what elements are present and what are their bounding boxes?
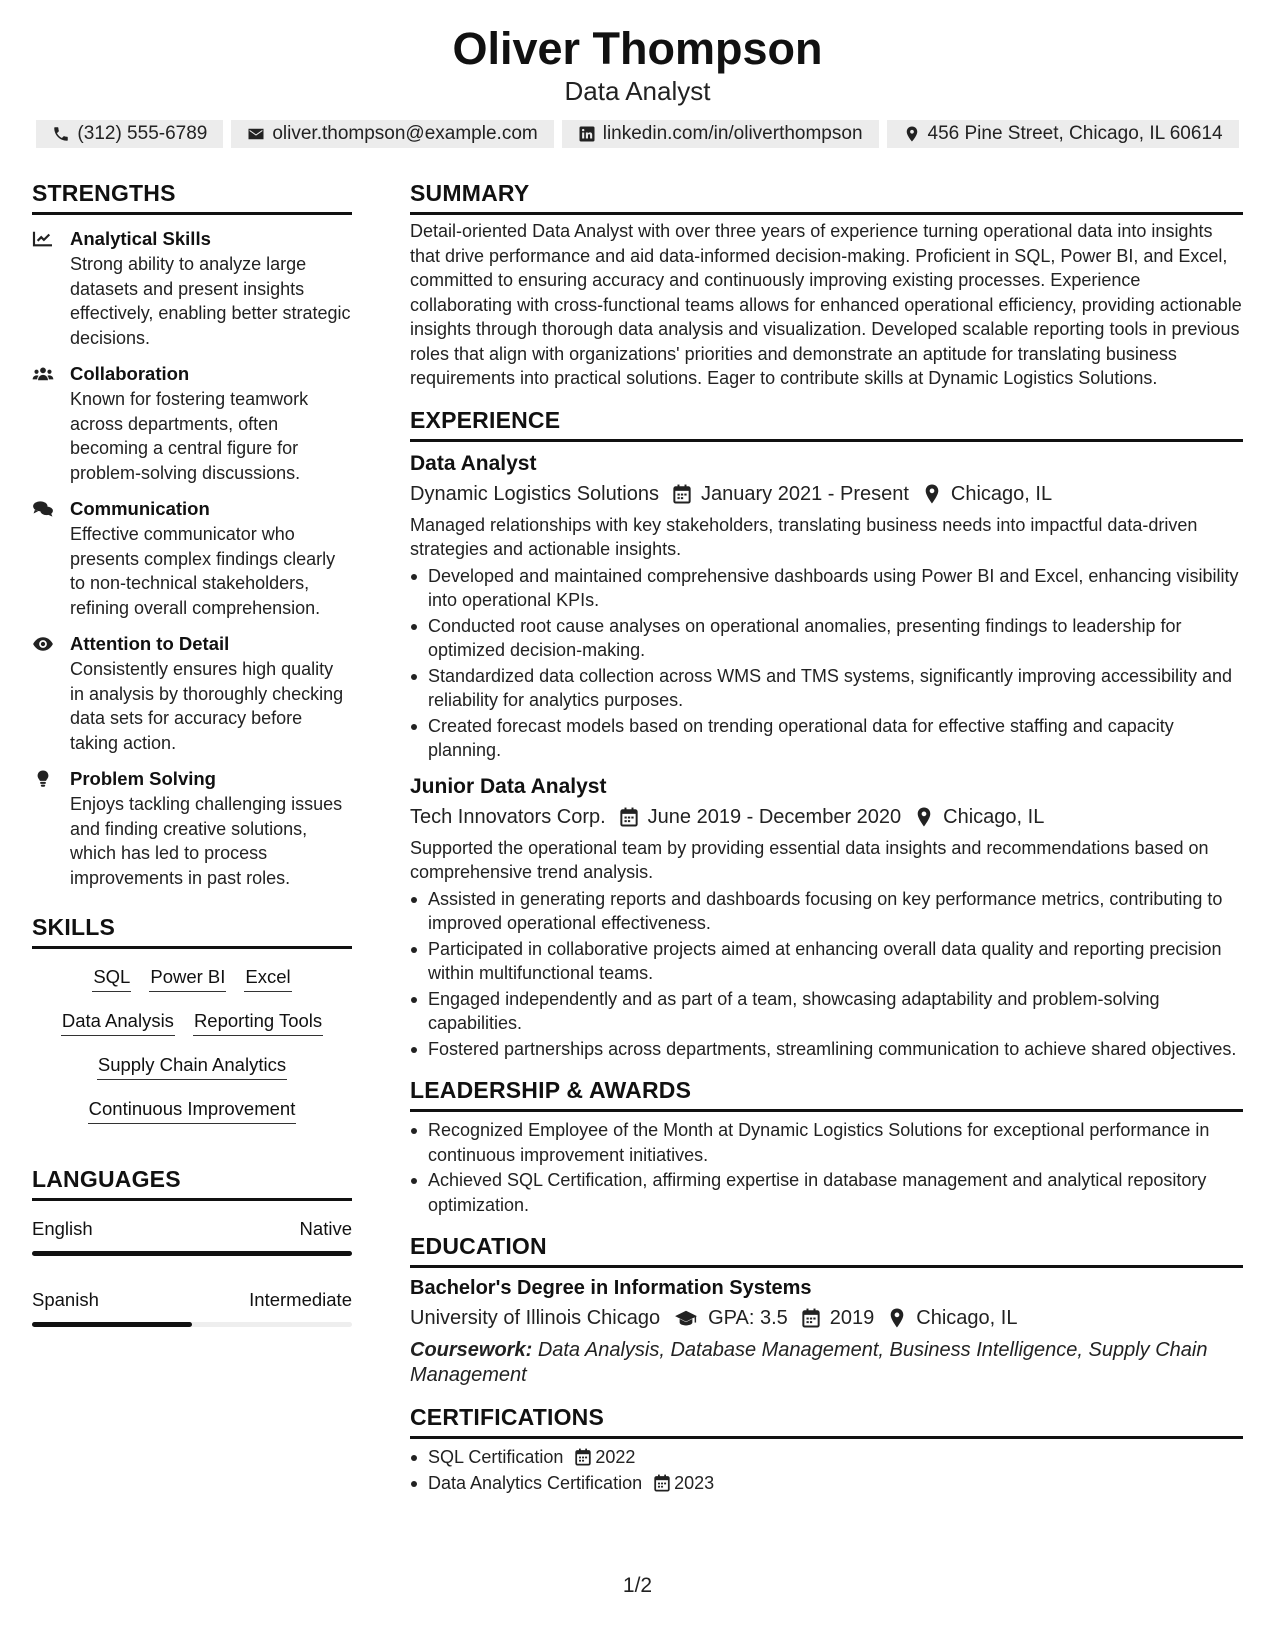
strength-title: Analytical Skills	[70, 228, 211, 249]
bullet-item: Fostered partnerships across departments, streamlining communication to achieve shared objectives.	[410, 1037, 1243, 1062]
certification-name: Data Analytics Certification	[428, 1472, 643, 1493]
strength-title: Attention to Detail	[70, 633, 230, 654]
contact-linkedin	[562, 120, 879, 148]
proficiency-bar	[32, 1322, 352, 1327]
skills-list	[32, 965, 352, 1124]
eye-icon	[32, 635, 54, 653]
job-dates: June 2019 - December 2020	[647, 805, 902, 828]
bullet-item: Assisted in generating reports and dashboards focusing on key performance metrics, contributing to improved operational effectiveness.	[410, 887, 1243, 936]
bullet-item: Participated in collaborative projects aimed at enhancing overall data quality and reporting precision within multifunctional teams.	[410, 937, 1243, 986]
skill-tag: Power BI	[149, 965, 226, 992]
job-entry	[410, 450, 1243, 763]
summary-heading: SUMMARY	[410, 178, 1243, 215]
calendar-icon	[654, 1474, 670, 1492]
job-summary: Supported the operational team by providing essential data insights and recommendations based on comprehensive trend analysis.	[410, 837, 1209, 882]
certification-item	[410, 1445, 1243, 1470]
strength-item	[32, 362, 352, 485]
calendar-icon	[673, 484, 691, 504]
school-name: University of Illinois Chicago	[410, 1307, 661, 1329]
comments-icon	[32, 500, 54, 518]
skill-tag: Excel	[244, 965, 291, 992]
contact-phone	[36, 120, 223, 148]
job-entry	[410, 773, 1243, 1062]
skill-tag: Continuous Improvement	[88, 1097, 297, 1124]
company-name: Dynamic Logistics Solutions	[410, 482, 659, 505]
language-item	[32, 1288, 352, 1327]
location-pin-icon	[888, 1308, 906, 1328]
location-pin-icon	[915, 807, 933, 827]
calendar-icon	[575, 1448, 591, 1466]
strength-item	[32, 632, 352, 755]
gpa-text: GPA: 3.5	[708, 1307, 788, 1329]
candidate-title: Data Analyst	[564, 76, 711, 106]
graduation-cap-icon	[674, 1308, 698, 1328]
skill-tag: Reporting Tools	[193, 1009, 323, 1036]
contact-bar	[0, 120, 1275, 148]
resume-header	[0, 22, 1275, 148]
coursework-label: Coursework:	[410, 1339, 533, 1361]
proficiency-fill	[32, 1251, 352, 1256]
candidate-name: Oliver Thompson	[452, 23, 823, 74]
job-summary: Managed relationships with key stakeholders, translating business needs into impactful data-driven strategies and actionable insights.	[410, 514, 1198, 559]
certification-year: 2023	[674, 1472, 715, 1493]
address-text: 456 Pine Street, Chicago, IL 60614	[927, 123, 1223, 144]
job-bullets	[410, 564, 1243, 763]
bullet-item: Developed and maintained comprehensive dashboards using Power BI and Excel, enhancing visibility into operational KPIs.	[410, 564, 1243, 613]
linkedin-text: linkedin.com/in/oliverthompson	[602, 123, 863, 144]
strength-desc: Effective communicator who presents complex findings clearly to non-technical stakeholders, refining overall comprehension.	[70, 524, 336, 618]
languages-heading: LANGUAGES	[32, 1164, 352, 1201]
page-number: 1/2	[622, 1574, 653, 1597]
job-title: Data Analyst	[410, 451, 537, 475]
certifications-heading: CERTIFICATIONS	[410, 1402, 1243, 1439]
location-pin-icon	[923, 484, 941, 504]
bullet-item: Created forecast models based on trending operational data for effective staffing and capacity planning.	[410, 714, 1243, 763]
company-name: Tech Innovators Corp.	[410, 805, 606, 828]
language-item	[32, 1217, 352, 1256]
strength-title: Collaboration	[70, 363, 190, 384]
skill-tag: SQL	[92, 965, 131, 992]
certifications-list	[410, 1445, 1243, 1495]
job-meta	[410, 480, 1243, 508]
education-meta	[410, 1304, 1243, 1332]
email-text: oliver.thompson@example.com	[272, 123, 538, 144]
bullet-item: Achieved SQL Certification, affirming expertise in database management and analytical repository optimization.	[410, 1168, 1243, 1217]
bullet-item: Recognized Employee of the Month at Dynamic Logistics Solutions for exceptional performance in continuous improvement initiatives.	[410, 1118, 1243, 1167]
linkedin-icon	[578, 125, 596, 143]
school-location: Chicago, IL	[916, 1307, 1018, 1329]
location-pin-icon	[903, 125, 921, 143]
certification-name: SQL Certification	[428, 1447, 564, 1467]
job-dates: January 2021 - Present	[701, 482, 909, 505]
education-entry	[410, 1274, 1243, 1388]
job-location: Chicago, IL	[943, 805, 1045, 828]
language-level: Intermediate	[249, 1289, 352, 1310]
language-name: Spanish	[32, 1289, 99, 1310]
certification-item	[410, 1471, 1243, 1496]
skill-tag: Data Analysis	[61, 1009, 175, 1036]
proficiency-fill	[32, 1322, 192, 1327]
strength-title: Problem Solving	[70, 768, 216, 789]
skills-heading: SKILLS	[32, 912, 352, 949]
strength-item	[32, 767, 352, 890]
strength-desc: Consistently ensures high quality in analysis by thoroughly checking data sets for accuracy before taking action.	[70, 659, 344, 753]
leadership-heading: LEADERSHIP & AWARDS	[410, 1075, 1243, 1112]
leadership-bullets	[410, 1118, 1243, 1217]
envelope-icon	[247, 125, 265, 143]
phone-text: (312) 555-6789	[77, 123, 208, 144]
strength-title: Communication	[70, 498, 210, 519]
phone-icon	[52, 125, 70, 143]
job-location: Chicago, IL	[950, 482, 1053, 505]
calendar-icon	[620, 807, 638, 827]
coursework	[410, 1338, 1243, 1388]
experience-heading: EXPERIENCE	[410, 405, 1243, 442]
bullet-item: Conducted root cause analyses on operational anomalies, presenting findings to leadership for optimized decision-making.	[410, 614, 1243, 663]
certification-year: 2022	[595, 1447, 636, 1467]
language-name: English	[32, 1218, 93, 1239]
degree-title: Bachelor's Degree in Information Systems	[410, 1277, 812, 1299]
strength-item	[32, 497, 352, 620]
job-bullets	[410, 887, 1243, 1062]
bullet-item: Standardized data collection across WMS and TMS systems, significantly improving accessibility and reliability for analytics purposes.	[410, 664, 1243, 713]
contact-address	[887, 120, 1239, 148]
bullet-item: Engaged independently and as part of a team, showcasing adaptability and problem-solving capabilities.	[410, 987, 1243, 1036]
coursework-list: Data Analysis, Database Management, Business Intelligence, Supply Chain Management	[410, 1339, 1208, 1386]
strengths-heading: STRENGTHS	[32, 178, 352, 215]
summary-text: Detail-oriented Data Analyst with over three years of experience turning operational data into insights that drive performance and aid data-informed decision-making. Proficient in SQL, Power BI, and Excel, committed to ensuring accuracy and continuously improving existing processes. Experience collaborating with cross-functional teams allows for enhanced operational efficiency, providing actionable insights through thorough data analysis and visualization. Developed scalable reporting tools in previous roles that align with organizations' priorities and demonstrate an aptitude for translating business requirements into practical solutions. Eager to contribute skills at Dynamic Logistics Solutions.	[410, 221, 1242, 388]
contact-email	[231, 120, 553, 148]
strength-item	[32, 227, 352, 350]
graduation-year: 2019	[829, 1307, 875, 1329]
job-title: Junior Data Analyst	[410, 774, 607, 798]
job-meta	[410, 803, 1243, 831]
skill-tag: Supply Chain Analytics	[97, 1053, 287, 1080]
language-level: Native	[299, 1218, 352, 1239]
lightbulb-icon	[32, 770, 54, 788]
chart-line-icon	[32, 230, 54, 248]
right-column	[410, 178, 1243, 1496]
calendar-icon	[802, 1308, 820, 1328]
strength-desc: Enjoys tackling challenging issues and finding creative solutions, which has led to process improvements in past roles.	[70, 794, 343, 888]
strength-desc: Strong ability to analyze large datasets and present insights effectively, enabling better strategic decisions.	[70, 254, 351, 348]
left-column	[32, 178, 352, 1327]
proficiency-bar	[32, 1251, 352, 1256]
strength-desc: Known for fostering teamwork across departments, often becoming a central figure for problem-solving discussions.	[70, 389, 309, 483]
education-heading: EDUCATION	[410, 1231, 1243, 1268]
users-icon	[32, 365, 54, 383]
